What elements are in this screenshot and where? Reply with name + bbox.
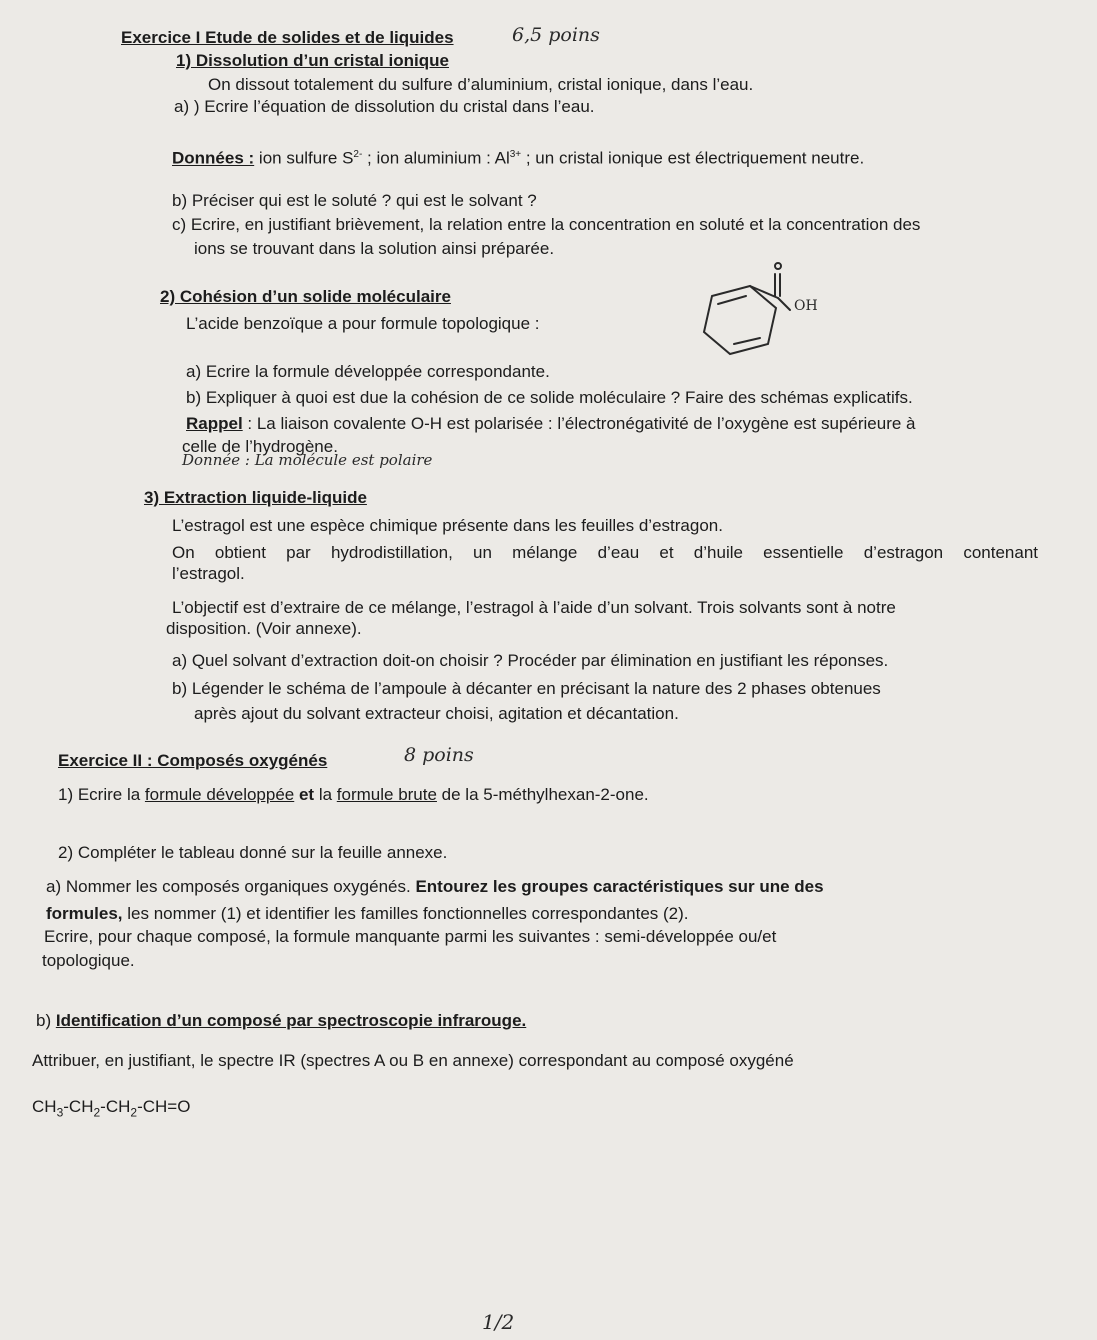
q3-p2-line2: l’estragol. (172, 564, 245, 583)
donnees-label: Données : (172, 148, 255, 168)
ex2-q1-underline-2: formule brute (336, 785, 437, 804)
ex2-b-prefix: b) (36, 1011, 56, 1030)
ex2-a2-normal: les nommer (1) et identifier les familles fonctionnelles correspondantes (2). (122, 904, 689, 923)
ex2-q1-post: de la 5-méthylhexan-2-one. (436, 785, 649, 804)
ring-double-bond-2 (734, 338, 760, 344)
ring-to-carbonyl (750, 286, 778, 298)
q1-intro: On dissout totalement du sulfure d’aluminium, cristal ionique, dans l’eau. (208, 75, 754, 94)
ex2-q1-pre: 1) Ecrire la (58, 785, 145, 804)
q3-p2-line1: On obtient par hydrodistillation, un mélange d’eau et d’huile essentielle d’estragon contenant (172, 543, 1038, 562)
ex2-q1 (58, 784, 649, 806)
ex2-q1-et: et (294, 785, 319, 804)
page-number: 1/2 (482, 1310, 515, 1334)
donnees-alu: ; ion aluminium : Al (362, 148, 510, 168)
exercise-2-points-handwritten: 8 poins (404, 744, 474, 766)
carbonyl-carbon-to-oh (778, 298, 790, 310)
exercise-1-title: Exercice I Etude de solides et de liquides (121, 28, 454, 47)
ex2-q1-underline-1: formule développée (144, 785, 295, 804)
q3-a: a) Quel solvant d’extraction doit-on choisir ? Procéder par élimination en justifiant les réponses. (172, 651, 889, 670)
q2-b: b) Expliquer à quoi est due la cohésion de ce solide moléculaire ? Faire des schémas explicatifs. (186, 388, 913, 407)
rappel-label: Rappel (186, 414, 243, 433)
sulfure-charge: 2- (353, 149, 363, 160)
oh-label: OH (794, 298, 818, 314)
q3-p3-line1: L’objectif est d’extraire de ce mélange, l’estragol à l’aide d’un solvant. Trois solvants sont à notre (172, 598, 896, 617)
donnees-rest: ; un cristal ionique est électriquement neutre. (521, 148, 865, 168)
ex2-a-line2 (46, 903, 689, 925)
q1-a: a) ) Ecrire l’équation de dissolution du cristal dans l’eau. (174, 97, 595, 116)
q3-b-line1: b) Légender le schéma de l’ampoule à décanter en précisant la nature des 2 phases obtenues (172, 679, 881, 698)
ex2-b-text: Attribuer, en justifiant, le spectre IR (spectres A ou B en annexe) correspondant au composé oxygéné (32, 1051, 794, 1070)
ex2-b-title-text: Identification d’un composé par spectroscopie infrarouge. (55, 1011, 527, 1030)
oxygen-atom-circle (775, 263, 781, 269)
ex2-a-bold: Entourez les groupes caractéristiques sur une des (415, 877, 824, 896)
q1-c-line2: ions se trouvant dans la solution ainsi préparée. (194, 239, 555, 258)
q1-b: b) Préciser qui est le soluté ? qui est le solvant ? (172, 191, 537, 210)
q2-title: 2) Cohésion d’un solide moléculaire (160, 287, 451, 306)
handwritten-donnee-note: Donnée : La molécule est polaire (182, 451, 433, 469)
q3-title: 3) Extraction liquide-liquide (144, 488, 367, 507)
ex2-a2-bold: formules, (46, 904, 123, 923)
q2-intro: L’acide benzoïque a pour formule topologique : (186, 314, 540, 333)
q3-b-line2: après ajout du solvant extracteur choisi, agitation et décantation. (194, 704, 679, 723)
ex2-a-line1 (46, 876, 824, 898)
exercise-1-points-handwritten: 6,5 poins (512, 24, 600, 46)
rappel-text: : La liaison covalente O-H est polarisée : l’électronégativité de l’oxygène est supérieure à (242, 414, 916, 433)
q3-p1: L’estragol est une espèce chimique présente dans les feuilles d’estragon. (172, 516, 723, 535)
ex2-b-title (36, 1010, 526, 1032)
donnees-sulfure: ion sulfure S (254, 148, 354, 168)
ex2-q1-la: la (318, 785, 337, 804)
q2-a: a) Ecrire la formule développée correspondante. (186, 362, 550, 381)
q2-rappel-line1 (186, 413, 916, 435)
exercise-2-title: Exercice II : Composés oxygénés (58, 751, 328, 770)
q1-c-line1: c) Ecrire, en justifiant brièvement, la relation entre la concentration en soluté et la concentration des (172, 215, 921, 234)
benzene-ring (704, 286, 776, 354)
ex2-a-line4: topologique. (42, 951, 135, 970)
alu-charge: 3+ (509, 149, 522, 160)
butanal-formula: $CH_3-CH_2-CH_2-CH=O$ (32, 1097, 191, 1120)
q2-rappel-line2: celle de l’hydrogène. (182, 437, 338, 456)
ex2-a-normal: a) Nommer les composés organiques oxygénés. (46, 877, 416, 896)
q1-donnees (172, 144, 864, 170)
ring-double-bond-1 (718, 296, 746, 304)
ex2-q2: 2) Compléter le tableau donné sur la feuille annexe. (58, 843, 448, 862)
ex2-a-line3: Ecrire, pour chaque composé, la formule manquante parmi les suivantes : semi-développée ou/et (44, 927, 777, 946)
q1-title: 1) Dissolution d’un cristal ionique (176, 51, 449, 70)
q3-p3-line2: disposition. (Voir annexe). (166, 619, 362, 638)
